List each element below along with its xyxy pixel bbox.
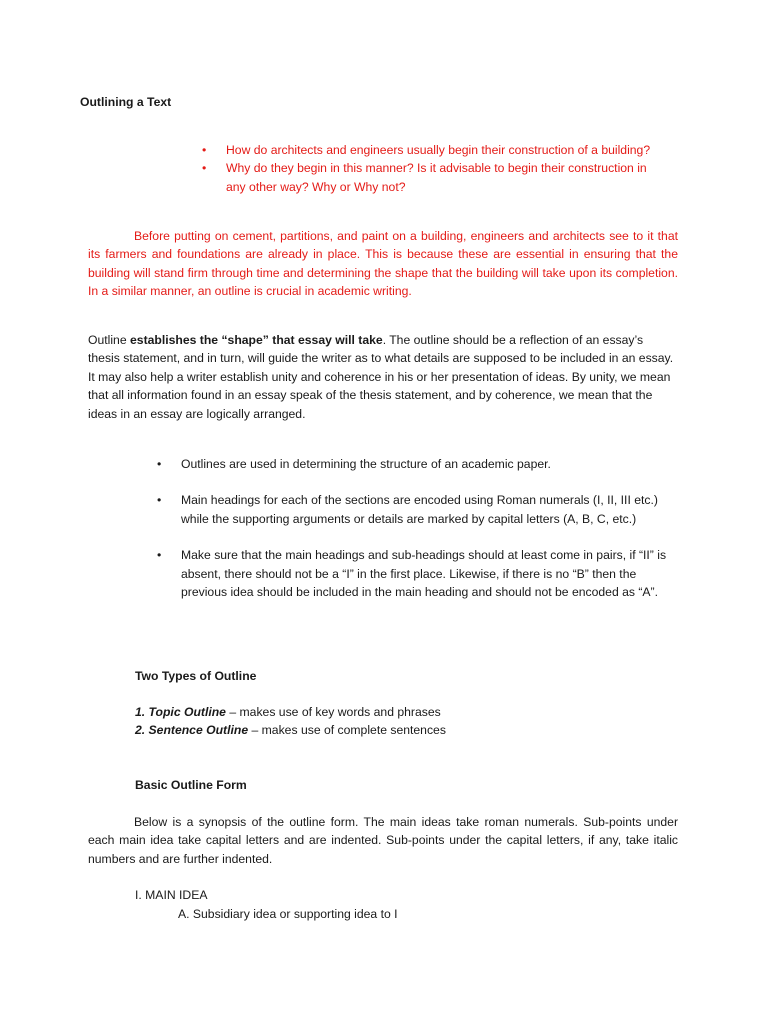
rule-item <box>155 546 685 601</box>
rules-list <box>155 455 685 619</box>
types-heading: Two Types of Outline <box>135 669 257 683</box>
rule-text: Outlines are used in determining the structure of an academic paper. <box>181 457 551 471</box>
outline-main-idea: I. MAIN IDEA <box>135 888 208 902</box>
outline-paragraph-emphasis: establishes the “shape” that essay will take <box>130 333 383 347</box>
type-item <box>135 703 446 721</box>
document-title: Outlining a Text <box>80 95 172 109</box>
type-desc: – makes use of complete sentences <box>248 723 446 738</box>
rule-item <box>155 491 685 528</box>
basic-outline-heading: Basic Outline Form <box>135 778 247 792</box>
bullet-icon: • <box>157 548 162 563</box>
rule-text: Make sure that the main headings and sub-headings should at least come in pairs, if “II” is absent, there should not be a “I” in the first place. Likewise, if there is no “B” then the previous idea should be included in the main heading and should not be encoded as “A”. <box>181 548 667 600</box>
question-text: How do architects and engineers usually begin their construction of a building? <box>226 143 651 157</box>
bullet-icon: • <box>157 457 162 471</box>
outline-paragraph-prefix: Outline <box>88 333 131 347</box>
outline-paragraph-rest: . The outline should be a reflection of an essay’s thesis statement, and in turn, will guide the writer as to what details are supposed to be included in an essay. It may also help a writer establish unity and coherence in his or her presentation of ideas. By unity, we mean that all information found in an essay speak of the thesis statement, and by coherence, we mean that the ideas in an essay are logically arranged. <box>88 333 674 421</box>
bullet-icon: • <box>202 143 207 157</box>
question-item <box>200 159 660 196</box>
question-item <box>200 141 660 159</box>
question-text: Why do they begin in this manner? Is it advisable to begin their construction in any other way? Why or Why not? <box>226 161 647 194</box>
intro-paragraph: Before putting on cement, partitions, and paint on a building, engineers and architects see to it that its farmers and foundations are already in place. This is because these are essential in ensuring that the building will stand firm through time and determining the shape that the building will take upon its completion. In a similar manner, an outline is crucial in academic writing. <box>88 229 678 299</box>
bullet-icon: • <box>157 493 162 508</box>
types-list <box>135 703 446 740</box>
type-item <box>135 721 446 739</box>
outline-sub-idea: A. Subsidiary idea or supporting idea to I <box>178 907 398 921</box>
rule-text: Main headings for each of the sections are encoded using Roman numerals (I, II, III etc.) while the supporting arguments or details are marked by capital letters (A, B, C, etc.) <box>181 493 658 526</box>
rule-item <box>155 455 685 473</box>
type-label: 1. Topic Outline <box>135 705 226 719</box>
type-desc: – makes use of key words and phrases <box>225 705 441 719</box>
bullet-icon: • <box>202 161 207 176</box>
question-list <box>200 141 660 196</box>
type-label: 2. Sentence Outline <box>135 723 249 738</box>
outline-paragraph <box>88 331 678 423</box>
basic-outline-paragraph: Below is a synopsis of the outline form. The main ideas take roman numerals. Sub-points under each main idea take capital letters and are indented. Sub-points under the capital letters, if any, take italic numbers and are further indented. <box>88 815 678 866</box>
